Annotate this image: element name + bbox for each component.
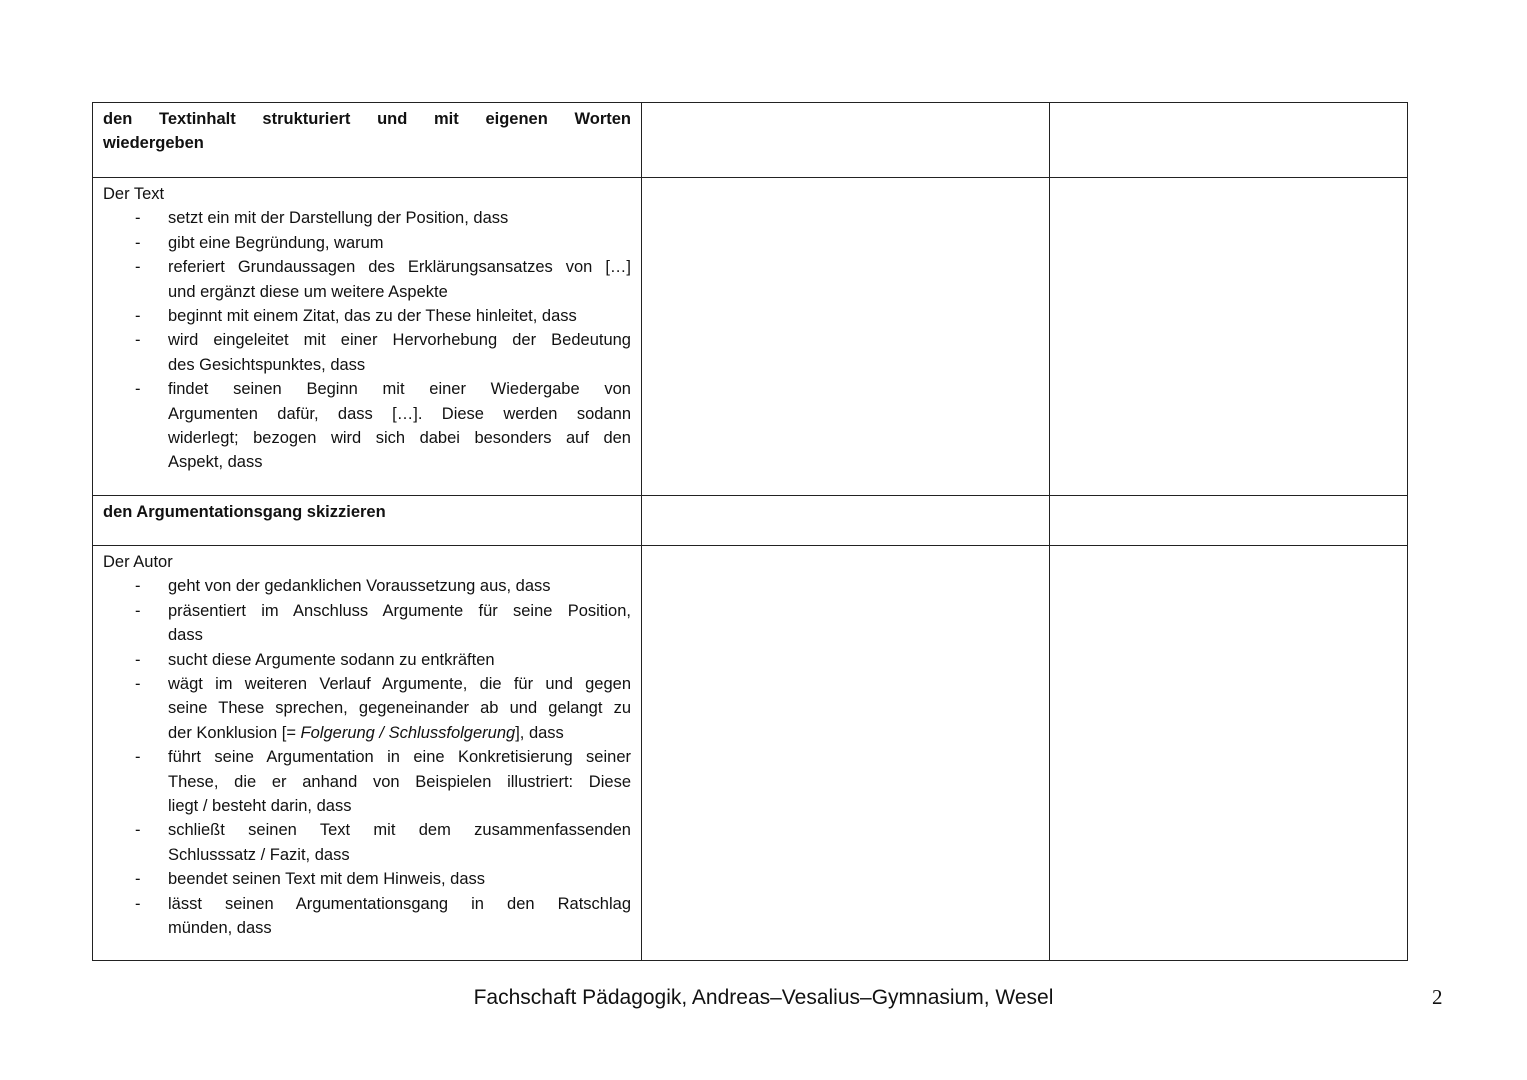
empty-cell[interactable] <box>642 496 1050 546</box>
item-line: und ergänzt diese um weitere Aspekte <box>168 282 448 301</box>
item-line: präsentiert im Anschluss Argumente für seine Position, <box>168 601 631 620</box>
item-line <box>168 377 631 401</box>
text: der Konklusion [= <box>168 723 301 742</box>
item-line: führt seine Argumentation in eine Konkretisierung seiner <box>168 748 631 767</box>
item-line: geht von der gedanklichen Voraussetzung aus, dass <box>168 577 551 596</box>
item-line: wird eingeleitet mit einer Hervorhebung der Bedeutung <box>168 331 631 350</box>
bullet-dash: - <box>135 209 141 228</box>
intro-text: Der Autor <box>103 553 173 571</box>
list-item <box>103 255 631 304</box>
heading-line: wiedergeben <box>103 134 204 153</box>
item-line <box>168 648 631 672</box>
item-line <box>168 843 631 867</box>
list-item <box>103 818 631 867</box>
bullet-dash: - <box>135 650 141 669</box>
list-item <box>103 745 631 818</box>
list-item <box>103 231 631 255</box>
item-line <box>168 721 631 745</box>
list-item <box>103 672 631 745</box>
item-line: beginnt mit einem Zitat, das zu der These hinleitet, dass <box>168 307 577 326</box>
text: ], dass <box>515 723 564 742</box>
section-2-heading-row <box>93 496 1408 546</box>
list-item <box>103 377 631 475</box>
bullet-dash: - <box>135 331 141 350</box>
item-line: setzt ein mit der Darstellung der Position, dass <box>168 209 509 228</box>
section-heading: den Argumentationsgang skizzieren <box>103 503 386 521</box>
highlighted-text: findet seinen Beginn mit einer Wiedergabe von <box>168 377 631 401</box>
bullet-dash: - <box>135 380 141 399</box>
empty-cell[interactable] <box>642 178 1050 496</box>
empty-cell[interactable] <box>1050 546 1408 961</box>
page-number: 2 <box>1432 985 1443 1009</box>
list-item <box>103 599 631 648</box>
bullet-dash: - <box>135 577 141 596</box>
section-content <box>93 546 641 949</box>
list-item <box>103 648 631 672</box>
item-line: widerlegt; bezogen wird sich dabei besonders auf den <box>168 429 631 448</box>
section-heading <box>93 103 641 164</box>
section-2-content-row <box>93 546 1408 961</box>
empty-cell[interactable] <box>642 103 1050 178</box>
footer-text: Fachschaft Pädagogik, Andreas–Vesalius–Gymnasium, Wesel <box>473 986 1054 1009</box>
empty-cell[interactable] <box>1050 103 1408 178</box>
section-content <box>93 178 641 483</box>
bullet-dash: - <box>135 675 141 694</box>
item-line: des Gesichtspunktes, dass <box>168 355 366 374</box>
bullet-dash: - <box>135 258 141 277</box>
item-line <box>168 818 631 842</box>
empty-cell[interactable] <box>642 546 1050 961</box>
heading-line: den Textinhalt strukturiert und mit eigenen Worten <box>103 110 631 128</box>
item-line: beendet seinen Text mit dem Hinweis, dass <box>168 870 486 889</box>
item-line: These, die er anhand von Beispielen illustriert: Diese <box>168 772 631 791</box>
list-item <box>103 328 631 377</box>
item-line: lässt seinen Argumentationsgang in den Ratschlag <box>168 894 631 913</box>
worksheet-table <box>92 102 1408 961</box>
highlighted-text: sucht diese Argumente sodann zu entkräften <box>168 650 495 669</box>
item-line: wägt im weiteren Verlauf Argumente, die für und gegen <box>168 675 631 694</box>
intro-text: Der Text <box>103 185 165 203</box>
italic-text: Folgerung / Schlussfolgerung <box>300 723 516 742</box>
item-line: Argumenten dafür, dass […]. Diese werden sodann <box>168 404 631 423</box>
bullet-dash: - <box>135 821 141 840</box>
section-1-content-row <box>93 178 1408 496</box>
item-line: referiert Grundaussagen des Erklärungsansatzes von […] <box>168 258 631 277</box>
bullet-dash: - <box>135 894 141 913</box>
bullet-dash: - <box>135 233 141 252</box>
bullet-dash: - <box>135 870 141 889</box>
list-item <box>103 867 631 891</box>
empty-cell[interactable] <box>1050 496 1408 546</box>
empty-cell[interactable] <box>1050 178 1408 496</box>
item-line: dass <box>168 626 203 645</box>
bullet-dash: - <box>135 748 141 767</box>
item-line: münden, dass <box>168 919 272 938</box>
item-line: gibt eine Begründung, warum <box>168 233 384 252</box>
list-item <box>103 892 631 941</box>
list-item <box>103 574 631 598</box>
list-item <box>103 304 631 328</box>
item-line: liegt / besteht darin, dass <box>168 797 352 816</box>
bullet-dash: - <box>135 601 141 620</box>
highlighted-text: schließt seinen Text mit dem zusammenfassenden <box>168 818 631 842</box>
list-item <box>103 206 631 230</box>
bullet-dash: - <box>135 307 141 326</box>
section-1-heading-row <box>93 103 1408 178</box>
item-line: Aspekt, dass <box>168 453 263 472</box>
item-line: seine These sprechen, gegeneinander ab und gelangt zu <box>168 699 631 718</box>
highlighted-text: Schlusssatz / Fazit, dass <box>168 845 350 864</box>
